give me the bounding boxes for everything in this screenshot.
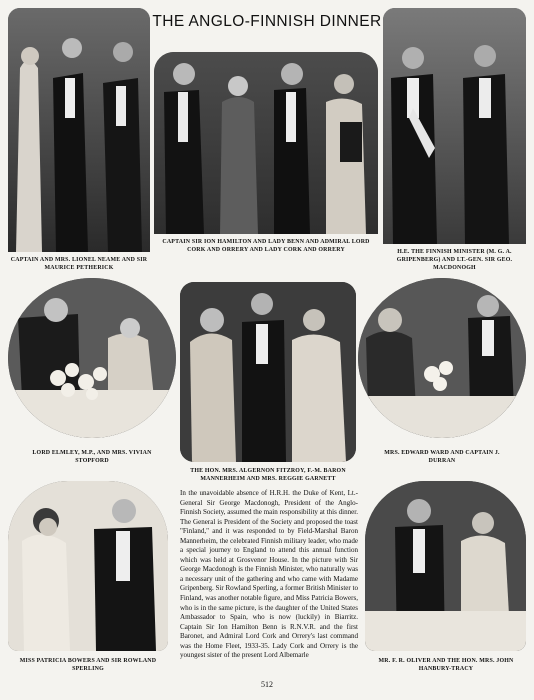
article-body: In the unavoidable absence of H.R.H. the Duke of Kent, Lt.-General Sir George Macdonogh, President of the Anglo-Finnish Society, assumed the main responsibility at this dinner. The General is President of the Society and proposed the toast "Finland," and it was responded to by Field-Marshal Baron Mannerheim, the celebrated Finnish military leader, who made a special journey to England to attend this annual function which was held at Grosvenor House. In the picture with Sir George Macdonogh is the Finnish Minister, who naturally was a necessary unit of the gathering and who came with Madame Gripenberg. Sir Rowland Sperling, a former British Minister to Finland, was another notable figure, and Miss Patricia Bowers, who is in the same picture, is the daughter of the United States Ambassador to Spain, who is now (luckily) in Biarritz. Captain Sir Ion Hamilton Benn is R.N.V.R. and the first Baronet, and Admiral Lord Cork and Orrery's last command was the Home Fleet, 1933-35. Lady Cork and Orrery is the youngest sister of the present Lord Albemarle [180, 489, 358, 660]
caption-bottom-left: MISS PATRICIA BOWERS AND SIR ROWLAND SPERLING [19, 658, 157, 672]
caption-mid-right: MRS. EDWARD WARD AND CAPTAIN J. DURRAN [384, 450, 500, 464]
caption-mid-left: LORD ELMLEY, M.P., AND MRS. VIVIAN STOPFORD [32, 450, 152, 464]
caption-top-left: CAPTAIN AND MRS. LIONEL NEAME AND SIR MAURICE PETHERICK [10, 257, 148, 271]
caption-mid-center: THE HON. MRS. ALGERNON FITZROY, F.-M. BARON MANNERHEIM AND MRS. REGGIE GARNETT [190, 468, 346, 482]
page-title: THE ANGLO-FINNISH DINNER [152, 13, 382, 30]
page-number: 512 [261, 680, 273, 689]
photo-top-left [8, 8, 150, 252]
caption-top-center: CAPTAIN SIR ION HAMILTON AND LADY BENN AND ADMIRAL LORD CORK AND ORRERY AND LADY CORK AND ORRERY [162, 239, 370, 253]
photo-mid-right [358, 278, 526, 438]
photo-bottom-right [365, 481, 526, 651]
photo-bottom-left [8, 481, 168, 651]
caption-top-right: H.E. THE FINNISH MINISTER (M. G. A. GRIPENBERG) AND LT.-GEN. SIR GEO. MACDONOGH [396, 249, 513, 271]
photo-mid-left [8, 278, 176, 438]
photo-mid-center [180, 282, 356, 462]
caption-bottom-right: MR. F. R. OLIVER AND THE HON. MRS. JOHN HANBURY-TRACY [378, 658, 514, 672]
photo-top-right [383, 8, 526, 244]
photo-top-center [154, 52, 378, 234]
